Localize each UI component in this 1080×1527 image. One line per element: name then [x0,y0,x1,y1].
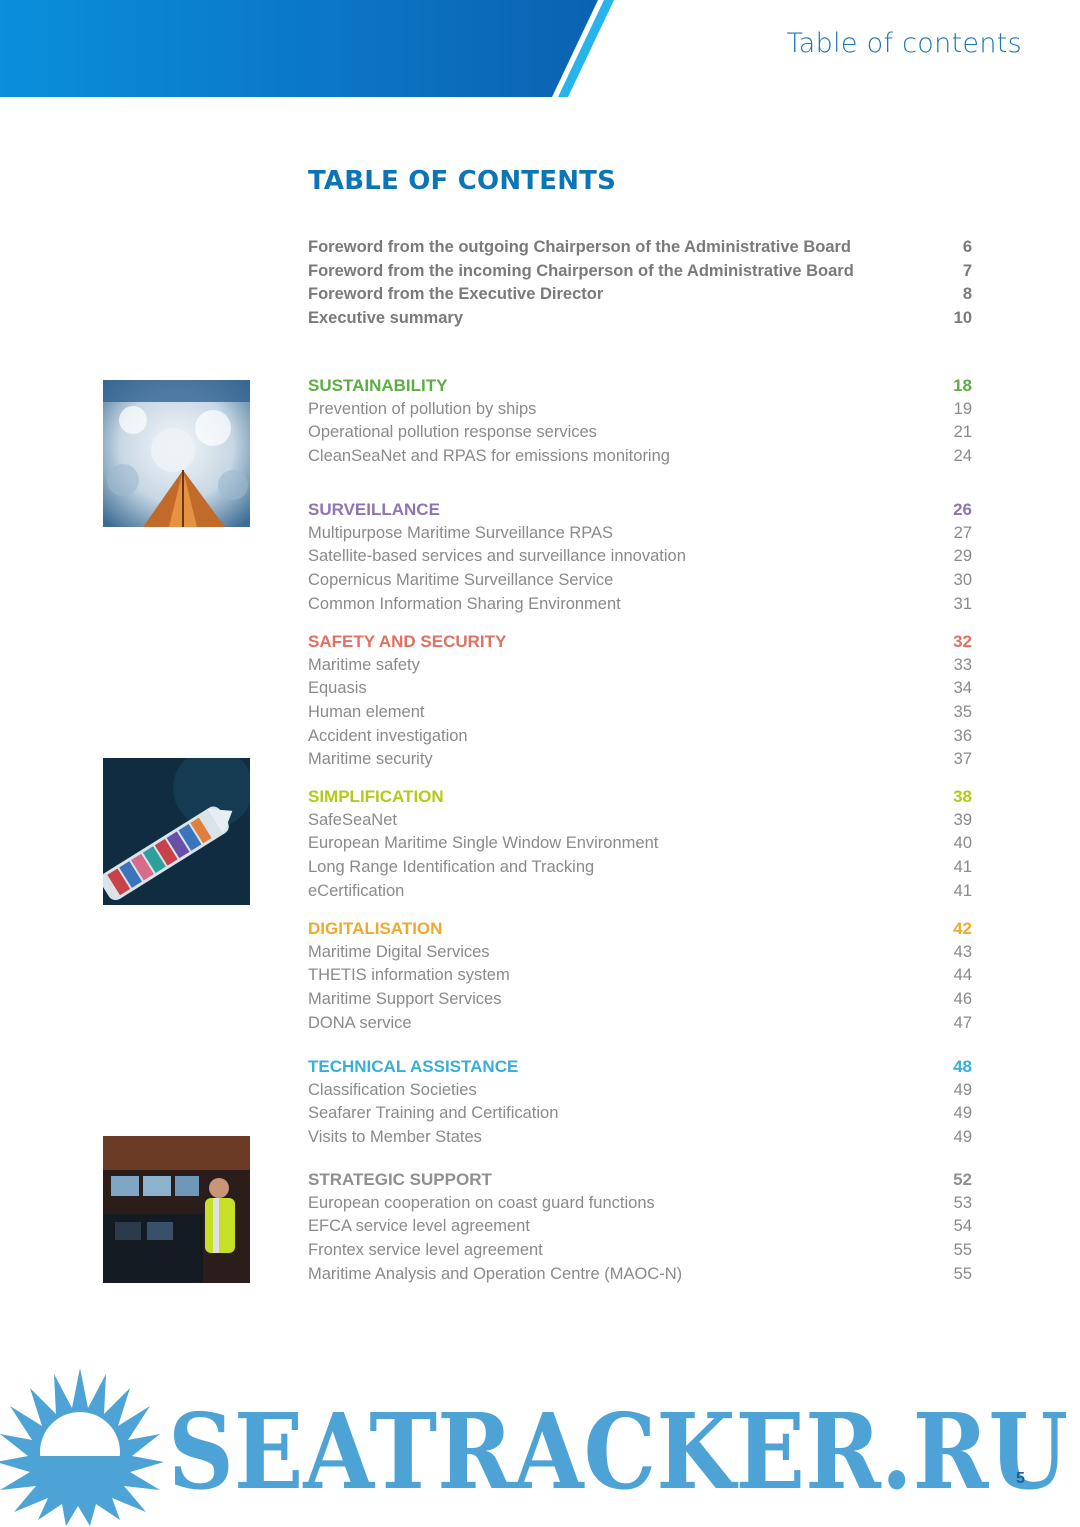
toc-entry-page: 49 [953,1080,972,1099]
foreword-list [308,236,972,331]
section-surveillance [308,498,972,616]
toc-entry-label: Foreword from the outgoing Chairperson of the Administrative Board [308,238,851,256]
toc-entry-page: 34 [953,679,972,698]
toc-entry[interactable] [308,1126,972,1150]
toc-entry[interactable] [308,236,972,260]
section-page: 18 [953,376,972,395]
toc-entry-page: 6 [962,238,972,256]
section-page: 32 [953,632,972,651]
toc-entry-label: DONA service [308,1013,412,1032]
toc-entry-page: 47 [953,1013,972,1032]
toc-entry[interactable] [308,593,972,617]
section-strategic-support [308,1168,972,1286]
toc-entry-page: 55 [953,1241,972,1260]
toc-entry[interactable] [308,941,972,965]
toc-entry-page: 10 [953,309,972,328]
section-heading[interactable] [308,374,972,398]
toc-entry[interactable] [308,260,972,284]
toc-entry-label: Maritime Support Services [308,990,502,1009]
toc-entry-label: Executive summary [308,309,464,328]
toc-entry[interactable] [308,307,972,331]
section-sustainability [308,374,972,469]
section-title: DIGITALISATION [308,919,443,938]
section-digitalisation [308,917,972,1035]
toc-entry-label: Long Range Identification and Tracking [308,858,595,877]
section-title: STRATEGIC SUPPORT [308,1170,492,1189]
section-page: 42 [953,919,972,938]
toc-entry[interactable] [308,654,972,678]
toc-entry-page: 41 [953,858,972,877]
section-heading[interactable] [308,630,972,654]
toc-entry[interactable] [308,1012,972,1036]
section-heading[interactable] [308,498,972,522]
toc-entry-label: Satellite-based services and surveillance innovation [308,547,686,566]
toc-entry-page: 7 [962,261,972,280]
section-heading[interactable] [308,1055,972,1079]
toc-entry-label: THETIS information system [308,966,510,985]
section-title: SURVEILLANCE [308,500,440,519]
toc-entry-page: 21 [953,423,972,442]
toc-entry-label: Foreword from the incoming Chairperson of the Administrative Board [308,261,854,280]
toc-entry[interactable] [308,545,972,569]
toc-entry-label: CleanSeaNet and RPAS for emissions monitoring [308,447,670,466]
toc-entry-page: 30 [953,571,972,590]
section-page: 48 [953,1057,972,1076]
toc-entry-page: 46 [953,990,972,1009]
toc-entry-page: 49 [953,1104,972,1123]
toc-entry[interactable] [308,725,972,749]
toc-entry[interactable] [308,677,972,701]
section-page: 52 [953,1170,972,1189]
toc-entry-page: 35 [953,703,972,722]
toc-entry[interactable] [308,701,972,725]
toc-entry-page: 36 [953,726,972,745]
toc-entry-page: 40 [953,834,972,853]
container-ship-aerial-photo [103,758,250,905]
toc-entry-label: Frontex service level agreement [308,1241,543,1260]
toc-entry-label: Accident investigation [308,726,468,745]
toc-entry-label: Maritime security [308,750,433,769]
toc-entry[interactable] [308,988,972,1012]
toc-entry-page: 29 [953,547,972,566]
toc-entry-page: 39 [953,810,972,829]
section-title: SAFETY AND SECURITY [308,632,507,651]
toc-entry-page: 8 [962,285,972,304]
toc-entry[interactable] [308,1239,972,1263]
toc-entry-page: 27 [953,523,972,542]
toc-entry-label: EFCA service level agreement [308,1217,530,1236]
toc-entry-page: 55 [953,1264,972,1283]
toc-entry-label: Maritime Digital Services [308,942,490,961]
section-heading[interactable] [308,917,972,941]
toc-entry-page: 44 [953,966,972,985]
toc-entry-page: 33 [953,655,972,674]
section-title: SUSTAINABILITY [308,376,448,395]
toc-entry-label: Common Information Sharing Environment [308,594,621,613]
section-heading[interactable] [308,785,972,809]
toc-entry-page: 49 [953,1128,972,1147]
toc-entry-label: Foreword from the Executive Director [308,285,604,304]
toc-entry-label: Copernicus Maritime Surveillance Service [308,571,614,590]
toc-entry-label: SafeSeaNet [308,810,397,829]
section-page: 38 [953,787,972,806]
toc-entry[interactable] [308,809,972,833]
toc-entry[interactable] [308,445,972,469]
section-safety-security [308,630,972,772]
toc-entry-label: Operational pollution response services [308,423,597,442]
toc-entry[interactable] [308,283,972,307]
toc-entry[interactable] [308,569,972,593]
toc-entry[interactable] [308,880,972,904]
toc-entry-label: Multipurpose Maritime Surveillance RPAS [308,523,614,542]
toc-entry[interactable] [308,1192,972,1216]
section-simplification [308,785,972,903]
toc-entry-label: Equasis [308,679,367,698]
toc-entry[interactable] [308,1102,972,1126]
toc-entry-label: Prevention of pollution by ships [308,399,537,418]
toc-entry-label: Maritime safety [308,655,420,674]
section-title: TECHNICAL ASSISTANCE [308,1057,519,1076]
toc-entry-label: Maritime Analysis and Operation Centre (MAOC-N) [308,1264,683,1283]
toc-entry[interactable] [308,421,972,445]
watermark [0,1360,1080,1527]
toc-entry[interactable] [308,1263,972,1287]
header-title: Table of contents [786,28,1022,59]
toc-entry-label: Visits to Member States [308,1128,482,1147]
toc-entry-label: Human element [308,703,425,722]
page-title: TABLE OF CONTENTS [308,166,617,196]
header-band [0,0,620,100]
toc-entry-page: 43 [953,942,972,961]
toc-entry-label: European Maritime Single Window Environment [308,834,659,853]
toc-entry[interactable] [308,398,972,422]
bridge-officer-photo [103,1136,250,1283]
toc-entry[interactable] [308,1079,972,1103]
toc-entry[interactable] [308,1215,972,1239]
toc-entry-page: 24 [953,447,972,466]
page-number: 5 [1016,1470,1025,1487]
section-page: 26 [953,500,972,519]
toc-entry-label: eCertification [308,881,405,900]
toc-entry-page: 41 [953,881,972,900]
toc-entry-page: 31 [953,594,972,613]
toc-entry-page: 19 [953,399,972,418]
toc-entry-label: Classification Societies [308,1080,477,1099]
toc-entry[interactable] [308,964,972,988]
sun-burst-icon [0,1368,164,1526]
toc-entry[interactable] [308,748,972,772]
section-title: SIMPLIFICATION [308,787,444,806]
section-heading[interactable] [308,1168,972,1192]
section-technical-assistance [308,1055,972,1150]
toc-entry[interactable] [308,832,972,856]
toc-entry[interactable] [308,856,972,880]
toc-entry-page: 54 [953,1217,972,1236]
toc-entry-label: European cooperation on coast guard functions [308,1193,655,1212]
toc-entry-label: Seafarer Training and Certification [308,1104,559,1123]
toc-entry[interactable] [308,522,972,546]
watermark-text: SEATRACKER.RU [168,1390,1068,1513]
ship-bow-waves-photo [103,380,250,527]
toc-entry-page: 53 [953,1193,972,1212]
toc-entry-page: 37 [953,750,972,769]
